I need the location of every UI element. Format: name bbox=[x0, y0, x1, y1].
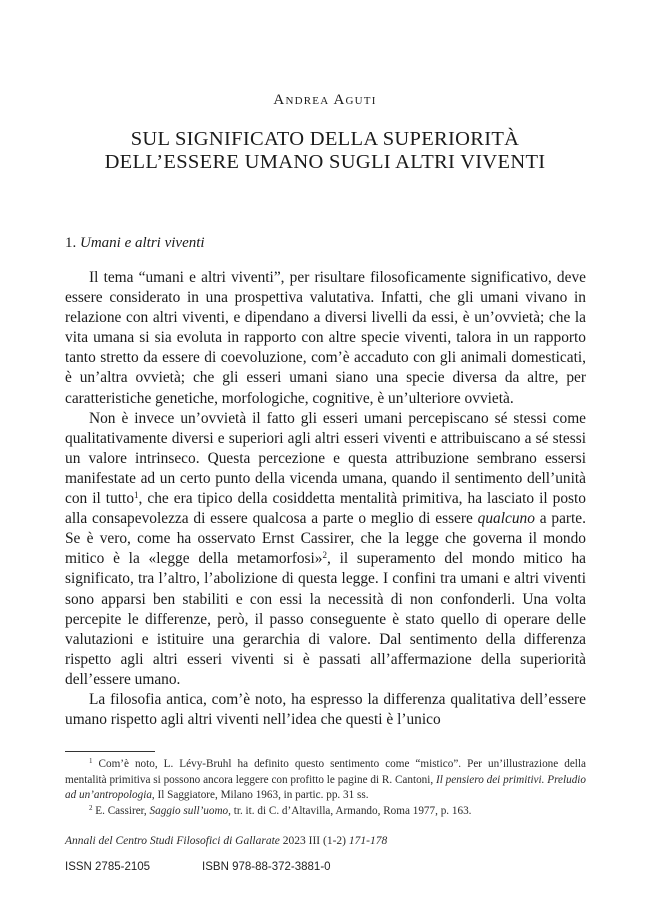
footnote-text: , Il Saggiatore, Milano 1963, in partic. pp. 31 ss. bbox=[151, 789, 369, 801]
footnote-2 bbox=[65, 804, 586, 820]
paragraph-1: Il tema “umani e altri viventi”, per risultare filosoficamente significativo, deve essere considerato in una prospettiva valutativa. Infatti, che gli umani vivano in relazione con altri viventi, e dipendano a diversi livelli da essi, è un’ovvietà; che la vita umana si sia evoluta in rapporto con altre specie viventi, talora in un rapporto tanto stretto da essere di coevoluzione, com’è accaduto con gli animali domesticati, è un’altra ovvietà; che gli esseri umani siano una specie diversa da altre, per caratteristiche genetiche, morfologiche, cognitive, è un’ulteriore ovvietà. bbox=[65, 269, 586, 407]
journal-name: Annali del Centro Studi Filosofici di Gallarate bbox=[65, 835, 280, 847]
author-name: Andrea Aguti bbox=[273, 92, 377, 108]
footnote-text: E. Cassirer, bbox=[92, 804, 150, 817]
isbn: ISBN 978-88-372-3881-0 bbox=[202, 861, 331, 873]
footnotes bbox=[65, 757, 586, 819]
footnote-book-title: Il pensiero dei primitivi. Preludio ad un’antropologia bbox=[65, 773, 586, 801]
paragraph-2 bbox=[65, 409, 586, 690]
paragraph-2-text: , che era tipico della cosiddetta mentalità primitiva, ha lasciato il posto alla consapevolezza di essere qualcosa a parte o meglio di essere bbox=[65, 490, 586, 528]
page-range: 171-178 bbox=[348, 835, 388, 847]
footnote-text: , tr. it. di C. d’Altavilla, Armando, Roma 1977, p. 163. bbox=[228, 804, 472, 817]
paragraph-2-text: a parte. Se è vero, come ha osservato Ernst Cassirer, che la legge che governa il mondo mitico è la «legge della metamorfosi» bbox=[65, 510, 586, 568]
journal-citation bbox=[65, 835, 387, 847]
paragraph-2-text: Non è invece un’ovvietà il fatto gli esseri umani percepiscano sé stessi come qualitativamente diversi e superiori agli altri esseri viventi e attribuiscano a sé stessi un valore intrinseco. Questa percezione e questa attribuzione sembrano essersi manifestate ad un certo punto della vicenda umana, quando il sentimento dell’unità con il tutto bbox=[65, 409, 586, 508]
section-heading bbox=[65, 233, 205, 253]
footnote-separator bbox=[65, 751, 155, 752]
section-number: 1. bbox=[65, 235, 77, 251]
issn: ISSN 2785-2105 bbox=[65, 861, 151, 873]
footnote-book-title: Saggio sull’uomo bbox=[149, 804, 229, 817]
title-line-2: DELL’ESSERE UMANO SUGLI ALTRI VIVENTI bbox=[104, 151, 546, 173]
paragraph-2-text: , il superamento del mondo mitico ha significato, tra l’altro, l’abolizione di questa legge. I confini tra umani e altri viventi sono apparsi ben stabiliti e con essi la necessità di non confonderli. Una volta percepite le differenze, però, il passo conseguente è stato quello di operare delle valutazioni e istituire una gerarchia di valore. Dal sentimento della differenza rispetto agli altri esseri viventi si è passati all’affermazione della superiorità dell’essere umano. bbox=[65, 550, 587, 688]
paragraph-3: La filosofia antica, com’è noto, ha espresso la differenza qualitativa dell’essere umano rispetto agli altri viventi nell’idea che questi è l’unico bbox=[65, 690, 586, 729]
footnote-number: 1 bbox=[89, 757, 93, 765]
article-title bbox=[0, 128, 650, 174]
footnote-text: Com’è noto, L. Lévy-Bruhl ha definito questo sentimento come “mistico”. Per un’illustrazione della mentalità primitiva si possono ancora leggere con profitto le pagine di R. Cantoni, bbox=[65, 758, 586, 786]
section-title: Umani e altri viventi bbox=[80, 235, 205, 251]
footnote-ref-2: 2 bbox=[322, 550, 327, 561]
title-line-1: SUL SIGNIFICATO DELLA SUPERIORITÀ bbox=[130, 128, 520, 150]
footnote-ref-1: 1 bbox=[134, 490, 139, 501]
footnote-number: 2 bbox=[89, 803, 93, 812]
identifier-line bbox=[65, 861, 331, 873]
body-text bbox=[65, 268, 586, 730]
journal-issue: 2023 III (1-2) bbox=[279, 835, 349, 847]
footnote-1 bbox=[65, 757, 586, 804]
emphasis-text: qualcuno bbox=[477, 510, 535, 528]
